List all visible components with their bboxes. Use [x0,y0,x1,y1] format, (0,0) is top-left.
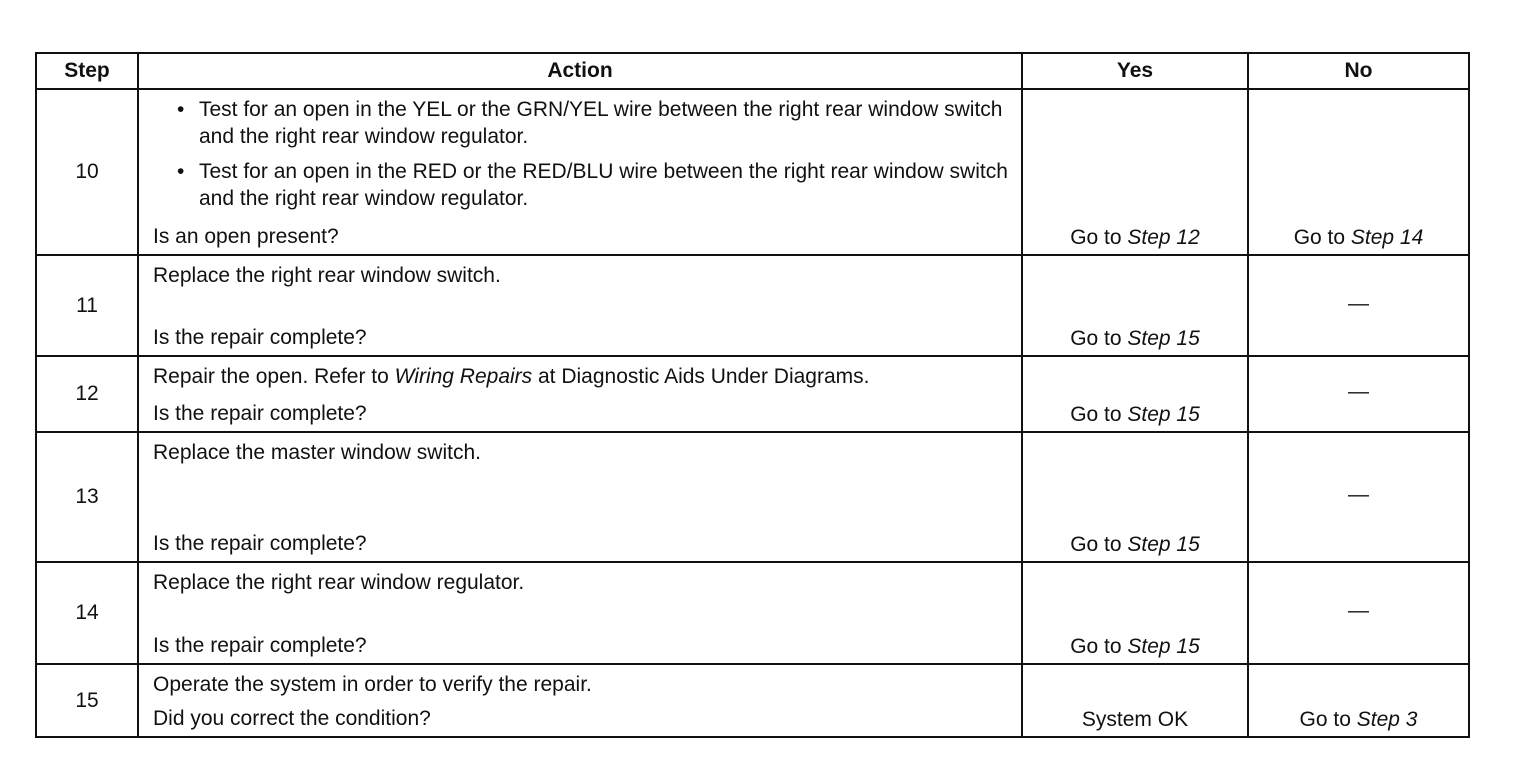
yes-prefix: Go to [1070,635,1128,658]
yes-prefix: Go to [1070,226,1128,249]
action-cell [138,664,1022,737]
no-dash: — [1348,291,1369,315]
header-no: No [1248,53,1469,89]
diagnostic-table [35,52,1470,738]
action-question: Is the repair complete? [153,532,367,555]
no-cell [1248,356,1469,432]
no-cell [1248,664,1469,737]
yes-result: System OK [1081,708,1189,731]
step-number: 13 [36,432,138,562]
action-question: Is the repair complete? [153,326,367,349]
action-instruction: Replace the master window switch. [153,441,481,464]
yes-step-link: Step 15 [1127,635,1200,658]
yes-prefix: Go to [1070,533,1128,556]
yes-cell [1022,89,1248,255]
header-yes: Yes [1022,53,1248,89]
action-cell [138,562,1022,664]
yes-cell [1022,664,1248,737]
action-instruction: Replace the right rear window switch. [153,264,501,287]
instruction-suffix: at Diagnostic Aids Under Diagrams. [532,365,870,388]
action-instruction [153,363,1011,390]
table-row [36,664,1469,737]
step-number: 11 [36,255,138,356]
no-cell [1248,562,1469,664]
yes-cell [1022,432,1248,562]
action-instruction: Replace the right rear window regulator. [153,571,525,594]
no-dash: — [1348,599,1369,622]
table-row [36,356,1469,432]
header-step: Step [36,53,138,89]
step-number: 12 [36,356,138,432]
bullet-text: Test for an open in the RED or the RED/BLU wire between the right rear window switch and the right rear window regulator. [199,160,1008,210]
yes-step-link: Step 12 [1127,226,1200,249]
header-row [36,53,1469,89]
no-cell [1248,89,1469,255]
no-cell [1248,432,1469,562]
action-bullet: • Test for an open in the RED or the RED/BLU wire between the right rear window switch and the right rear window regulator. [153,158,1011,212]
yes-step-link: Step 15 [1127,327,1200,350]
action-cell [138,89,1022,255]
action-question: Did you correct the condition? [153,707,431,730]
action-instruction: Operate the system in order to verify the repair. [153,673,592,696]
step-number: 15 [36,664,138,737]
action-cell [138,356,1022,432]
yes-step-link: Step 15 [1127,403,1200,426]
no-prefix: Go to [1299,708,1357,731]
wiring-repairs-reference: Wiring Repairs [394,365,533,388]
action-cell [138,432,1022,562]
instruction-prefix: Repair the open. Refer to [153,365,395,388]
bullet-text: Test for an open in the YEL or the GRN/YEL wire between the right rear window switch and the right rear window regulator. [199,98,1003,148]
table-row [36,432,1469,562]
step-number: 14 [36,562,138,664]
yes-cell [1022,255,1248,356]
step-number: 10 [36,89,138,255]
no-dash: — [1348,483,1369,506]
yes-prefix: Go to [1070,327,1128,350]
no-prefix: Go to [1293,226,1351,249]
yes-prefix: Go to [1070,403,1128,426]
yes-cell [1022,562,1248,664]
action-cell [138,255,1022,356]
no-cell [1248,255,1469,356]
action-question: Is an open present? [153,225,339,248]
no-step-link: Step 3 [1356,708,1418,731]
no-step-link: Step 14 [1350,226,1424,249]
no-dash: — [1348,380,1369,403]
action-question: Is the repair complete? [153,634,367,657]
yes-step-link: Step 15 [1127,533,1200,556]
action-question: Is the repair complete? [153,402,367,425]
action-bullet: • Test for an open in the YEL or the GRN/YEL wire between the right rear window switch and the right rear window regulator. [153,96,1011,150]
table-row [36,562,1469,664]
table-row [36,89,1469,255]
header-action: Action [138,53,1022,89]
yes-cell [1022,356,1248,432]
table-row [36,255,1469,356]
